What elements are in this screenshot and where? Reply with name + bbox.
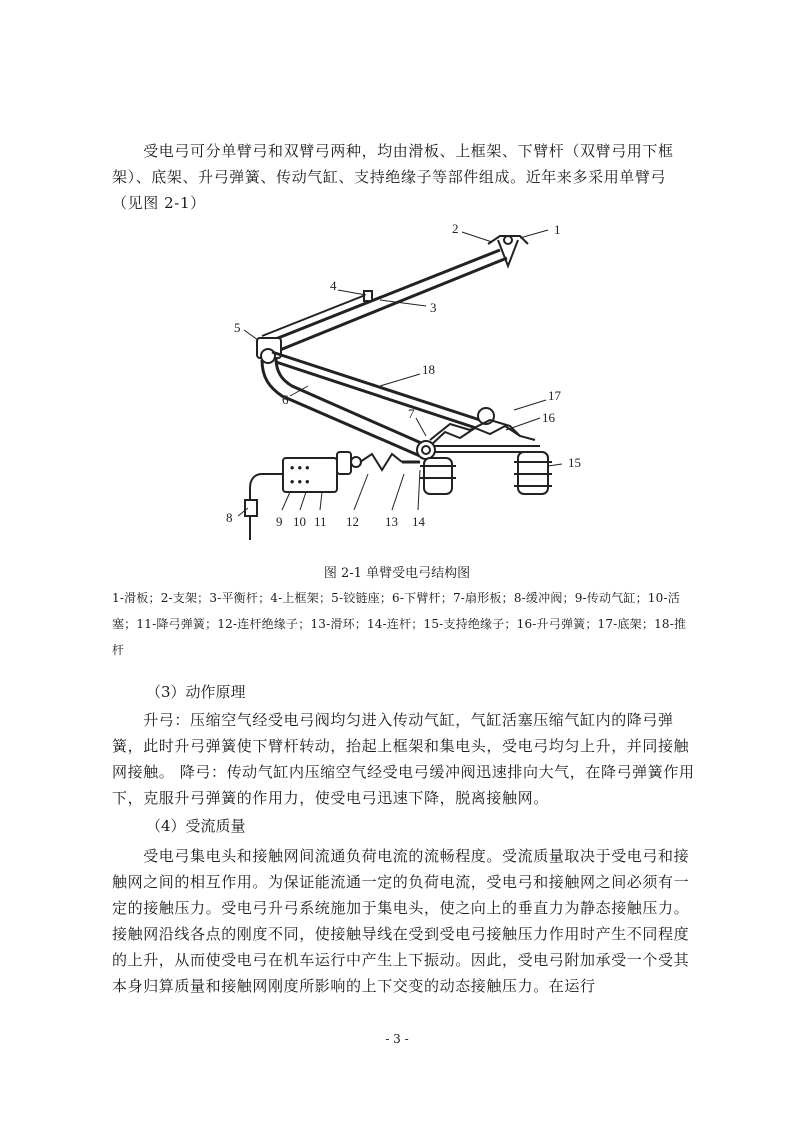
support-insulators [420,452,552,494]
label-4: 4 [330,278,337,293]
page-number: - 3 - [385,1032,409,1046]
label-16: 16 [542,410,555,425]
label-14: 14 [412,514,425,529]
section3-paragraph: 升弓：压缩空气经受电弓阀均匀进入传动气缸，气缸活塞压缩气缸内的降弓弹簧，此时升弓弹簧使下臂杆转动，抬起上框架和集电头，受电弓均匀上升，并同接触网接触。 降弓：传动气缸内压缩空气经受电弓缓冲阀迅速排向大气，在降弓弹簧作用下，克服升弓弹簧的作用力，使受电弓迅速下降，脱离接触网。 [112,711,695,807]
label-15: 15 [568,455,581,470]
label-17: 17 [548,388,561,403]
label-10: 10 [293,514,306,529]
drive-cylinder [283,452,420,492]
label-13: 13 [385,514,398,529]
figure-legend: 1-滑板；2-支架；3-平衡杆；4-上框架；5-铰链座；6-下臂杆；7-扇形板；8-缓冲阀；9-传动气缸；10-活塞；11-降弓弹簧；12-连杆绝缘子；13-滑环；14-连杆；15-支持绝缘子；16-升弓弹簧；17-底架；18-推杆 [112,591,687,657]
label-6: 6 [282,392,289,407]
label-18: 18 [422,362,435,377]
label-1: 1 [554,222,561,237]
section4-heading: （4）受流质量 [146,817,246,835]
svg-text:· · ·: · · · [290,460,310,475]
label-8: 8 [226,510,233,525]
buffer-valve [245,474,283,540]
svg-text:· · ·: · · · [290,474,310,489]
label-5: 5 [234,320,241,335]
label-11: 11 [314,514,327,529]
figure-caption: 图 2-1 单臂受电弓结构图 [323,566,471,581]
section3-heading: （3）动作原理 [146,683,246,701]
section4-paragraph: 受电弓集电头和接触网间流通负荷电流的流畅程度。受流质量取决于受电弓和接触网之间的相互作用。为保证能流通一定的负荷电流，受电弓和接触网之间必须有一定的接触压力。受电弓升弓系统施加于集电头，使之向上的垂直力为静态接触压力。接触网沿线各点的刚度不同，使接触导线在受到受电弓接触压力作用时产生不同程度的上升，从而使受电弓在机车运行中产生上下振动。因此，受电弓附加承受一个受其本身归算质量和接触网刚度所影响的上下交变的动态接触压力。在运行 [112,847,690,995]
label-2: 2 [452,221,459,236]
label-9: 9 [276,514,283,529]
label-7: 7 [408,406,415,421]
pantograph-diagram [0,0,794,560]
label-3: 3 [430,300,437,315]
lower-arm [262,358,428,456]
intro-paragraph: 受电弓可分单臂弓和双臂弓两种，均由滑板、上框架、下臂杆（双臂弓用下框架）、底架、升弓弹簧、传动气缸、支持绝缘子等部件组成。近年来多采用单臂弓（见图 2-1） [112,142,674,212]
label-12: 12 [346,514,359,529]
